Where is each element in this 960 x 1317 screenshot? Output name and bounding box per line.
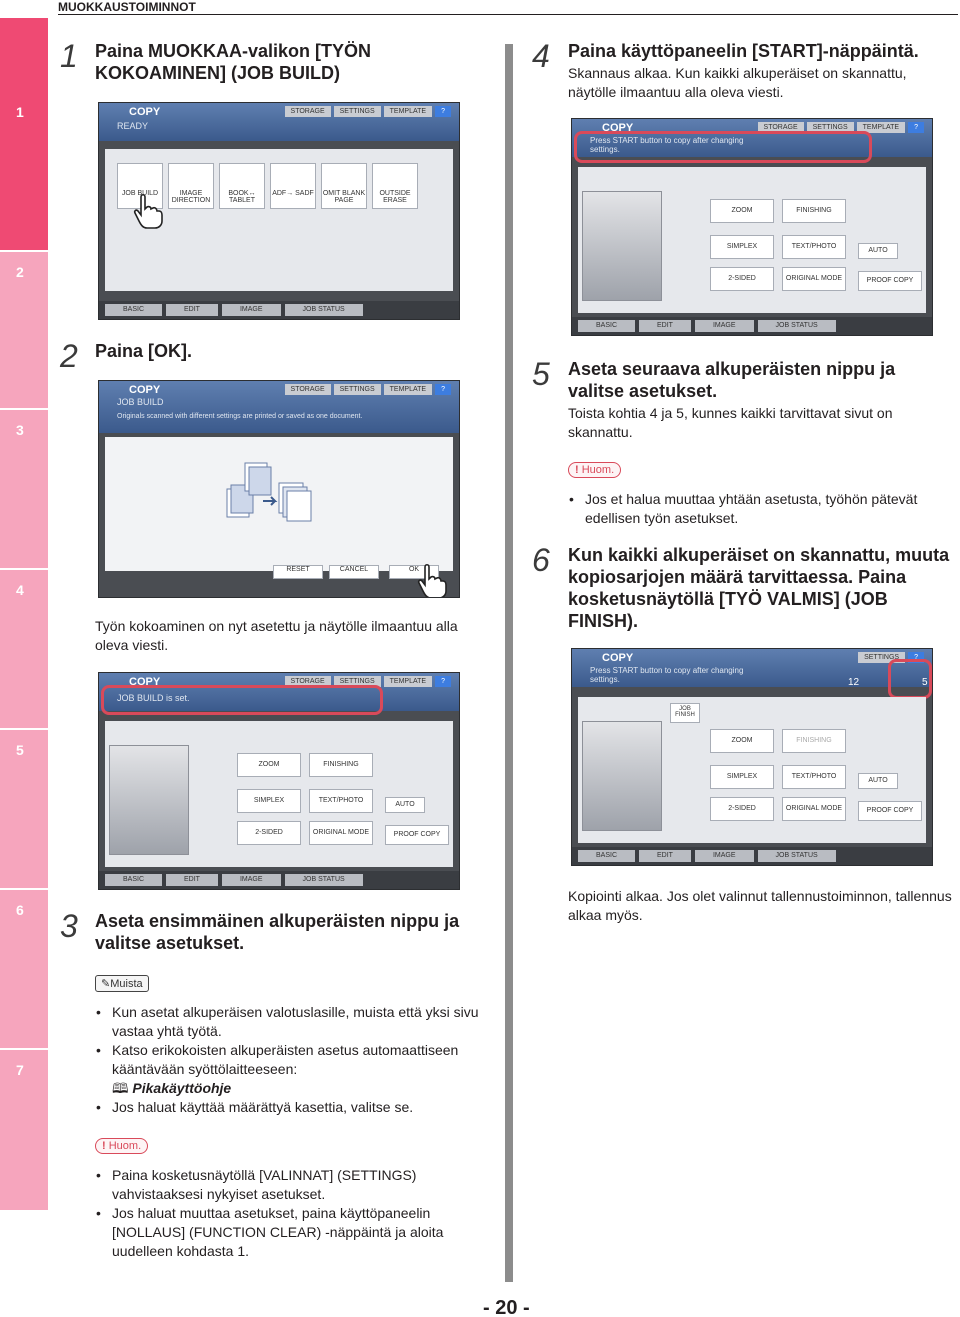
pages-count: 12 xyxy=(848,677,860,688)
reset-button[interactable]: RESET xyxy=(273,565,323,579)
tab-basic[interactable]: BASIC xyxy=(578,850,635,862)
step-title: Paina [OK]. xyxy=(95,341,193,361)
memo-badge: ✎Muista xyxy=(95,975,149,992)
tab-edit[interactable]: EDIT xyxy=(166,304,218,316)
screen-job-build-set xyxy=(98,672,460,890)
tab-basic[interactable]: BASIC xyxy=(105,304,162,316)
hand-pointer-icon xyxy=(417,563,447,598)
simplex-button[interactable]: SIMPLEX xyxy=(710,765,774,789)
step-title: Aseta seuraava alkuperäisten nippu ja valitse asetukset. xyxy=(568,359,896,401)
chapter-tab-6[interactable]: 6 xyxy=(0,890,48,1048)
text-photo-button[interactable]: TEXT/PHOTO xyxy=(309,789,373,813)
job-status-button[interactable]: JOB STATUS xyxy=(285,304,363,316)
help-button[interactable]: ? xyxy=(908,652,924,663)
screen-copy-ready xyxy=(571,118,933,336)
zoom-button[interactable]: ZOOM xyxy=(710,729,774,753)
zoom-button[interactable]: ZOOM xyxy=(237,753,301,777)
job-build-button[interactable]: JOB BUILD xyxy=(117,163,163,209)
proof-copy-button[interactable]: PROOF COPY xyxy=(858,271,922,291)
copier-illustration xyxy=(582,191,662,301)
original-mode-button[interactable]: ORIGINAL MODE xyxy=(782,267,846,291)
outside-erase-button[interactable]: OUTSIDE ERASE xyxy=(372,163,418,209)
chapter-tab-3[interactable]: 3 xyxy=(0,410,48,568)
step-title: Paina käyttöpaneelin [START]-näppäintä. xyxy=(568,41,919,61)
tab-image[interactable]: IMAGE xyxy=(222,874,281,886)
message-highlight xyxy=(574,131,872,163)
step-number: 5 xyxy=(532,356,550,392)
step-number: 4 xyxy=(532,38,550,74)
tab-storage[interactable]: STORAGE xyxy=(285,106,331,117)
finishing-button[interactable]: FINISHING xyxy=(782,199,846,223)
pencil-icon: ✎ xyxy=(101,978,111,990)
two-sided-button[interactable]: 2-SIDED xyxy=(710,267,774,291)
screen-title: COPY xyxy=(129,384,161,396)
chapter-tab-4[interactable]: 4 xyxy=(0,570,48,728)
tab-edit[interactable]: EDIT xyxy=(166,874,218,886)
note-list xyxy=(95,1166,495,1261)
header-rule xyxy=(58,14,958,15)
image-direction-button[interactable]: IMAGE DIRECTION xyxy=(168,163,214,209)
page-number: - 20 - xyxy=(483,1297,530,1317)
book-tablet-button[interactable]: BOOK↔ TABLET xyxy=(219,163,265,209)
step-title: Aseta ensimmäinen alkuperäisten nippu ja valitse asetukset. xyxy=(95,911,460,953)
memo-list xyxy=(95,1003,495,1117)
tab-template[interactable]: TEMPLATE xyxy=(384,676,432,687)
list-item: • Jos haluat muuttaa asetukset, paina käyttöpaneelin [NOLLAUS] (FUNCTION CLEAR) -näppäintä ja aloita uudelleen kohdasta 1. xyxy=(95,1204,495,1261)
exclamation-icon: ! xyxy=(102,1140,106,1152)
list-item: • Paina kosketusnäytöllä [VALINNAT] (SETTINGS) vahvistaaksesi nykyiset asetukset. xyxy=(95,1166,495,1204)
list-item: • Jos haluat käyttää määrättyä kasettia, valitse se. xyxy=(95,1098,495,1117)
tab-edit[interactable]: EDIT xyxy=(639,850,691,862)
finishing-button[interactable]: FINISHING xyxy=(782,729,846,753)
help-button[interactable]: ? xyxy=(435,384,451,395)
ok-button[interactable]: OK xyxy=(389,565,439,579)
screen-title: COPY xyxy=(602,652,634,664)
auto-density-button[interactable]: AUTO xyxy=(858,243,898,259)
step-title: Kun kaikki alkuperäiset on skannattu, muuta kopiosarjojen määrä tarvittaessa. Paina kosketusnäytöllä [TYÖ VALMIS] (JOB FINISH). xyxy=(568,545,950,631)
screen-job-build-menu xyxy=(98,102,460,320)
finishing-button[interactable]: FINISHING xyxy=(309,753,373,777)
page-header: MUOKKAUSTOIMINNOT xyxy=(58,0,196,14)
adf-sadf-button[interactable]: ADF→ SADF xyxy=(270,163,316,209)
help-button[interactable]: ? xyxy=(435,676,451,687)
book-icon: 🕮 xyxy=(112,1080,129,1096)
job-status-button[interactable]: JOB STATUS xyxy=(758,320,836,332)
help-button[interactable]: ? xyxy=(435,106,451,117)
final-text: Kopiointi alkaa. Jos olet valinnut tallennustoiminnon, tallennus alkaa myös. xyxy=(568,888,952,923)
sets-count: 5 xyxy=(922,677,928,688)
hand-pointer-icon xyxy=(133,193,163,229)
chapter-tab-5[interactable]: 5 xyxy=(0,730,48,888)
auto-density-button[interactable]: AUTO xyxy=(385,797,425,813)
job-status-button[interactable]: JOB STATUS xyxy=(285,874,363,886)
tab-template[interactable]: TEMPLATE xyxy=(384,106,432,117)
screen-status: Press START button to copy after changing settings. xyxy=(590,666,744,684)
reference-item[interactable]: 🕮 Pikakäyttöohje xyxy=(112,1080,232,1096)
screen-status: JOB BUILD xyxy=(117,397,164,407)
tab-edit[interactable]: EDIT xyxy=(639,320,691,332)
two-sided-button[interactable]: 2-SIDED xyxy=(237,821,301,845)
zoom-button[interactable]: ZOOM xyxy=(710,199,774,223)
tab-image[interactable]: IMAGE xyxy=(695,320,754,332)
message-highlight xyxy=(101,685,383,715)
screen-status: JOB BUILD is set. xyxy=(117,693,190,703)
list-item: • Kun asetat alkuperäisen valotuslasille, muista että yksi sivu vastaa yhtä työtä. xyxy=(95,1003,495,1041)
screen-title: COPY xyxy=(129,676,161,688)
screen-title: COPY xyxy=(602,122,634,134)
proof-copy-button[interactable]: PROOF COPY xyxy=(858,801,922,821)
copier-illustration xyxy=(582,721,662,831)
step-body: Skannaus alkaa. Kun kaikki alkuperäiset on skannattu, näytölle ilmaantuu alla oleva viesti. xyxy=(568,65,907,100)
original-mode-button[interactable]: ORIGINAL MODE xyxy=(782,797,846,821)
step-body: Toista kohtia 4 ja 5, kunnes kaikki tarvittavat sivut on skannattu. xyxy=(568,405,893,440)
screen-message: Originals scanned with different settings are printed or saved as one document. xyxy=(117,413,363,420)
copier-illustration xyxy=(109,745,189,855)
help-button[interactable]: ? xyxy=(908,122,924,133)
omit-blank-page-button[interactable]: OMIT BLANK PAGE xyxy=(321,163,367,209)
tab-basic[interactable]: BASIC xyxy=(105,874,162,886)
proof-copy-button[interactable]: PROOF COPY xyxy=(385,825,449,845)
tab-storage[interactable]: STORAGE xyxy=(285,384,331,395)
tab-storage[interactable]: STORAGE xyxy=(285,676,331,687)
text-photo-button[interactable]: TEXT/PHOTO xyxy=(782,765,846,789)
stacked-documents-icon xyxy=(223,461,313,531)
step-title: Paina MUOKKAA-valikon [TYÖN KOKOAMINEN] (JOB BUILD) xyxy=(95,41,372,83)
list-item: • Katso erikokoisten alkuperäisten asetus automaattiseen kääntävään syöttölaitteeseen: xyxy=(95,1041,495,1079)
tab-image[interactable]: IMAGE xyxy=(695,850,754,862)
screen-status: READY xyxy=(117,121,149,131)
original-mode-button[interactable]: ORIGINAL MODE xyxy=(309,821,373,845)
tab-basic[interactable]: BASIC xyxy=(578,320,635,332)
screen-status: Press START button to copy after changing settings. xyxy=(590,136,744,154)
chapter-tab-7[interactable]: 7 xyxy=(0,1050,48,1210)
exclamation-icon: ! xyxy=(575,464,579,476)
tab-storage[interactable]: STORAGE xyxy=(758,122,804,133)
two-sided-button[interactable]: 2-SIDED xyxy=(710,797,774,821)
simplex-button[interactable]: SIMPLEX xyxy=(710,235,774,259)
job-status-button[interactable]: JOB STATUS xyxy=(758,850,836,862)
simplex-button[interactable]: SIMPLEX xyxy=(237,789,301,813)
step-number: 1 xyxy=(60,38,78,74)
tab-settings[interactable]: SETTINGS xyxy=(334,676,381,687)
chapter-tab-1[interactable]: 1 xyxy=(0,18,48,250)
note-badge: ! Huom. xyxy=(95,1138,148,1154)
list-item: • Jos et halua muuttaa yhtään asetusta, työhön pätevät edellisen työn asetukset. xyxy=(568,490,958,528)
tab-settings[interactable]: SETTINGS xyxy=(334,106,381,117)
step-number: 2 xyxy=(60,338,78,374)
screen-title: COPY xyxy=(129,106,161,118)
tab-template[interactable]: TEMPLATE xyxy=(857,122,905,133)
cancel-button[interactable]: CANCEL xyxy=(329,565,379,579)
step2-result-text: Työn kokoaminen on nyt asetettu ja näytölle ilmaantuu alla oleva viesti. xyxy=(95,618,458,653)
step-number: 3 xyxy=(60,908,78,944)
tab-settings[interactable]: SETTINGS xyxy=(858,652,905,663)
screen-job-finish xyxy=(571,648,933,866)
screen-job-build-confirm xyxy=(98,380,460,598)
note-badge: ! Huom. xyxy=(568,462,621,478)
tab-template[interactable]: TEMPLATE xyxy=(384,384,432,395)
tab-image[interactable]: IMAGE xyxy=(222,304,281,316)
job-finish-button[interactable]: JOB FINISH xyxy=(670,703,700,723)
tab-settings[interactable]: SETTINGS xyxy=(807,122,854,133)
sets-highlight xyxy=(888,659,932,699)
text-photo-button[interactable]: TEXT/PHOTO xyxy=(782,235,846,259)
note-list xyxy=(568,490,958,528)
auto-density-button[interactable]: AUTO xyxy=(858,773,898,789)
chapter-tab-2[interactable]: 2 xyxy=(0,252,48,408)
column-divider xyxy=(505,44,513,1282)
tab-settings[interactable]: SETTINGS xyxy=(334,384,381,395)
step-number: 6 xyxy=(532,542,550,578)
